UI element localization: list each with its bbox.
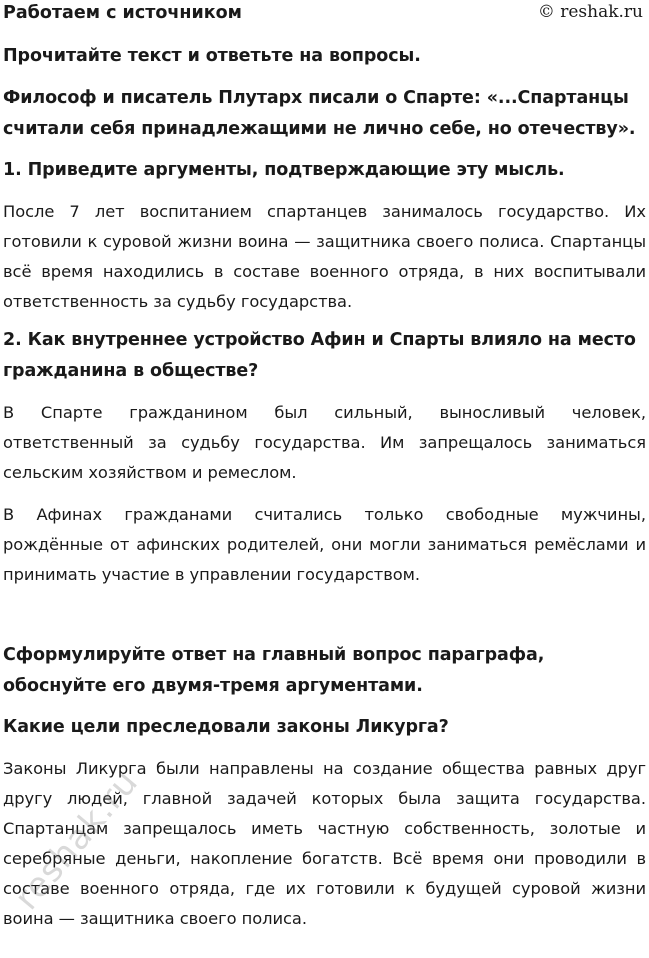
answer-2-athens: В Афинах гражданами считались только свободные мужчины, рождённые от афинских родителей, они могли заниматься ремёслами и принимать участие в управлении государством.: [3, 505, 646, 584]
answer-3: Законы Ликурга были направлены на создание общества равных друг другу людей, главной задачей которых была защита государства. Спартанцам запрещалось иметь частную собственность, золотые и серебряные деньги, накопление богатств. Всё время они проводили в составе военного отряда, где их готовили к будущей суровой жизни воина — защитника своего полиса.: [3, 759, 646, 928]
section-title: Работаем с источником: [3, 3, 242, 23]
answer-2-sparta: В Спарте гражданином был сильный, выносливый человек, ответственный за судьбу государства. Им запрещалось заниматься сельским хозяйством и ремеслом.: [3, 403, 646, 482]
question-1: 1. Приведите аргументы, подтверждающие эту мысль.: [3, 160, 565, 180]
copyright-label: © reshak.ru: [537, 2, 643, 22]
answer-1: После 7 лет воспитанием спартанцев занималось государство. Их готовили к суровой жизни воина — защитника своего полиса. Спартанцы всё время находились в составе военного отряда, в них воспитывали ответственность за судьбу государства.: [3, 202, 646, 311]
task: Сформулируйте ответ на главный вопрос параграфа, обоснуйте его двумя-тремя аргументами.: [3, 645, 545, 696]
instruction: Прочитайте текст и ответьте на вопросы.: [3, 46, 421, 66]
question-2: 2. Как внутреннее устройство Афин и Спарты влияло на место гражданина в обществе?: [3, 330, 636, 381]
quote: Философ и писатель Плутарх писали о Спарте: «...Спартанцы считали себя принадлежащими не лично себе, но отечеству».: [3, 88, 636, 139]
watermark: reshak.ru: [6, 762, 147, 918]
question-3: Какие цели преследовали законы Ликурга?: [3, 717, 449, 737]
header: [3, 0, 646, 32]
